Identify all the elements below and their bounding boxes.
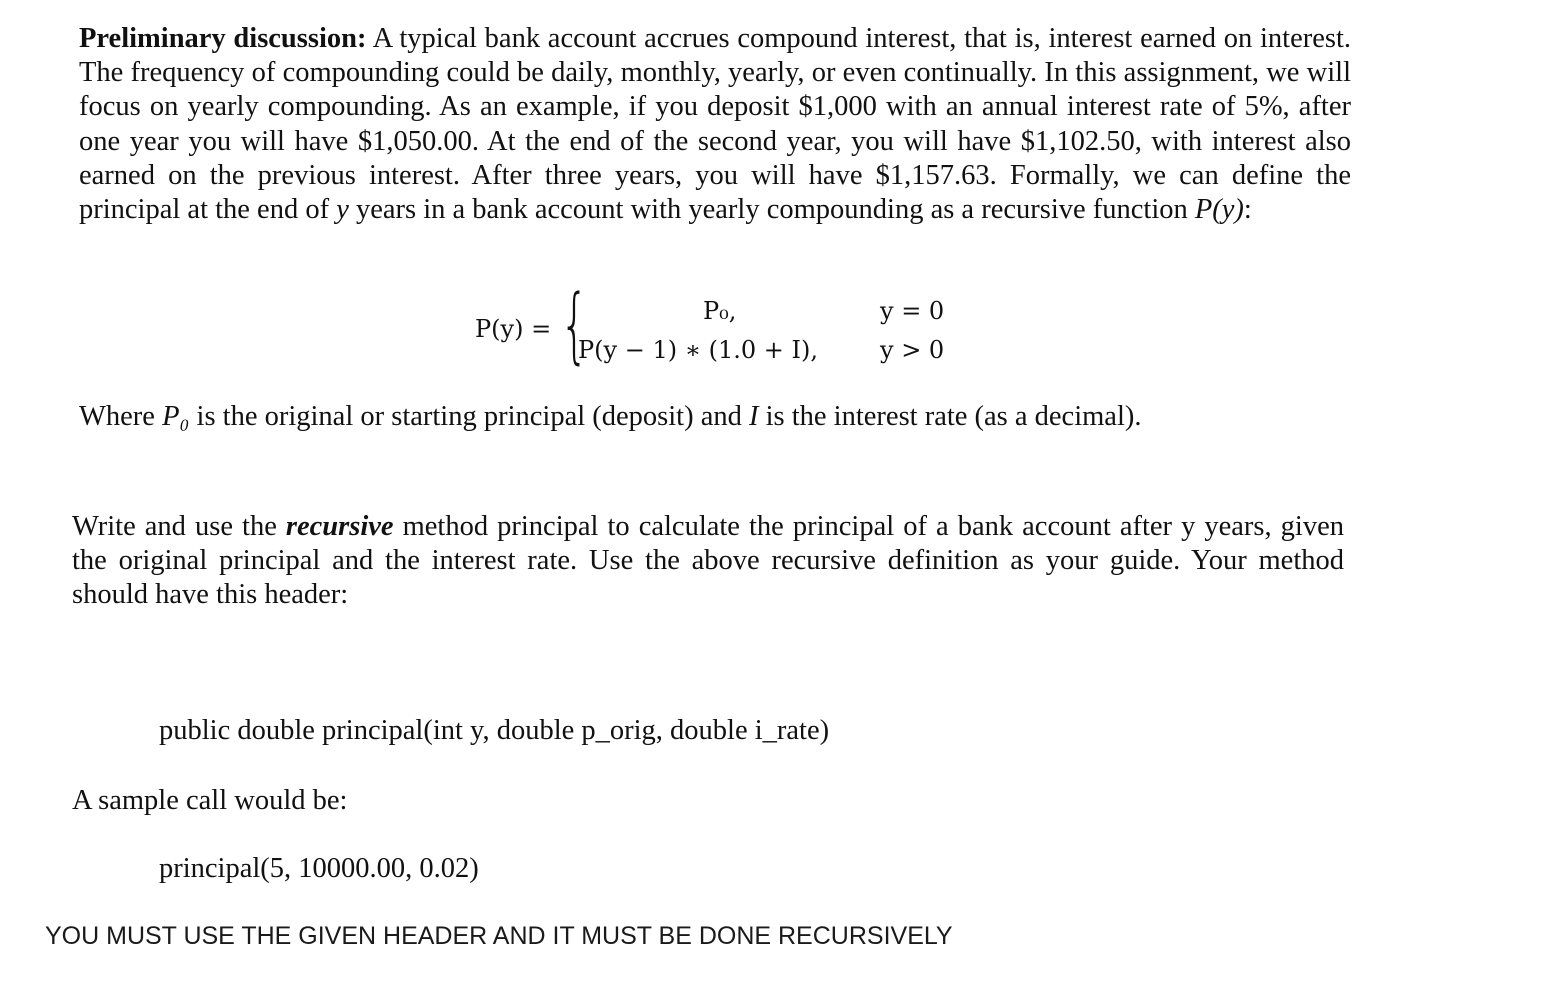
equation-base-condition: y = 0	[880, 297, 945, 325]
equation-brace: {	[560, 278, 589, 373]
task-text-2: method principal to calculate the principal of a bank account after y years, given the original principal and the interest rate. Use the above recursive definition as your guide. Your method should have this header:	[72, 511, 1344, 611]
where-text-2: is the original or starting principal (deposit) and	[189, 401, 749, 432]
recursive-equation	[0, 0, 1552, 400]
where-text-3: is the interest rate (as a decimal).	[758, 401, 1142, 432]
warning-note: YOU MUST USE THE GIVEN HEADER AND IT MUST BE DONE RECURSIVELY	[45, 922, 953, 950]
intro-lead: Preliminary discussion:	[79, 23, 367, 54]
task-paragraph	[72, 510, 1344, 613]
intro-var-y: y	[336, 194, 349, 226]
where-text-1: Where	[79, 401, 163, 432]
intro-text-3: :	[1243, 194, 1252, 226]
method-header: public double principal(int y, double p_orig, double i_rate)	[159, 715, 830, 746]
equation-base-case: P₀,	[703, 297, 737, 325]
equation-recursive-condition: y > 0	[880, 336, 945, 364]
equation-lhs: P(y) =	[475, 315, 552, 343]
intro-text-2: years in a bank account with yearly compounding as a recursive function	[348, 194, 1195, 226]
where-i: I	[748, 401, 759, 432]
where-paragraph	[79, 400, 1141, 434]
intro-text-1: A typical bank account accrues compound interest, that is, interest earned on interest. The frequency of compounding could be daily, monthly, yearly, or even continually. In this assignment, we will focus on yearly compounding. As an example, if you deposit $1,000 with an annual interest rate of 5%, after one year you will have $1,050.00. At the end of the second year, you will have $1,102.50, with interest also earned on the previous interest. After three years, you will have $1,157.63. Formally, we can define the principal at the end of	[79, 23, 1351, 226]
task-emphasis: recursive	[285, 511, 394, 542]
equation-recursive-case: P(y − 1) ∗ (1.0 + I),	[578, 336, 819, 364]
task-text-1: Write and use the	[72, 511, 286, 542]
intro-function: P(y)	[1194, 194, 1244, 226]
sample-call: principal(5, 10000.00, 0.02)	[159, 853, 479, 884]
sample-call-label: A sample call would be:	[72, 785, 348, 816]
where-p0: P₀	[162, 401, 190, 432]
